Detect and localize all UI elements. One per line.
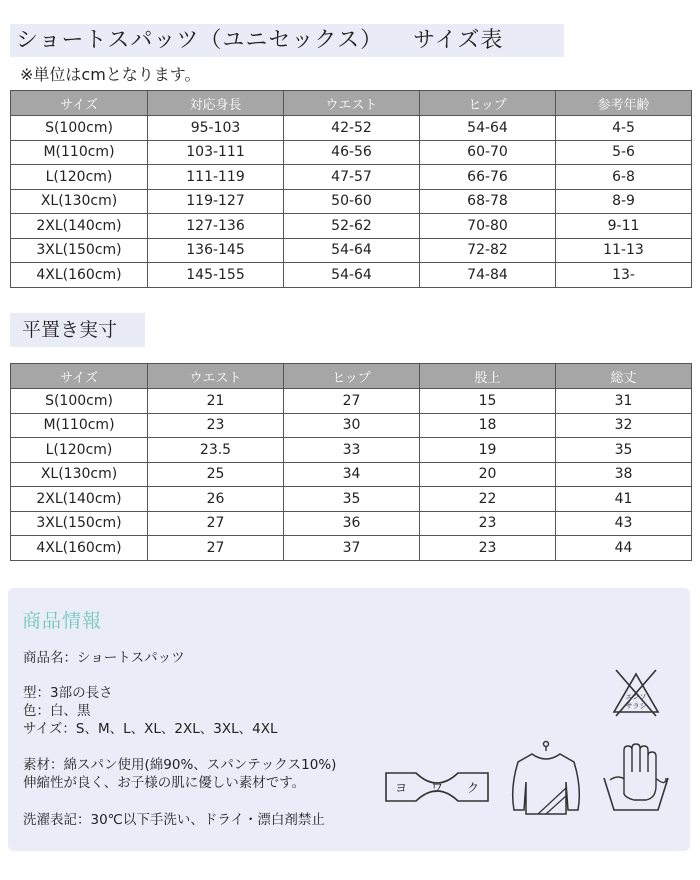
table-row [11,238,692,263]
column-header: ヒップ [284,364,420,389]
table-row [11,263,692,288]
table-cell: 27 [148,536,284,561]
table-cell: 95-103 [148,116,284,141]
product-material-note: 伸縮性が良く、お子様の肌に優しい素材です。 [23,775,306,791]
table-cell: 68-78 [420,189,556,214]
table-cell: 4-5 [556,116,692,141]
table-cell: 20 [420,462,556,487]
column-header: ウエスト [284,91,420,116]
table-cell: M(110cm) [11,140,148,165]
no-bleach-label-1: エンソ [625,693,647,701]
table-cell: 23 [148,413,284,438]
table-cell: 35 [284,487,420,512]
table-row [11,462,692,487]
table-row [11,536,692,561]
table-cell: 3XL(150cm) [11,511,148,536]
table-cell: 52-62 [284,214,420,239]
page-title-product: ショートスパッツ（ユニセックス） [16,28,384,53]
table-cell: 6-8 [556,165,692,190]
table-cell: 23.5 [148,438,284,463]
table-cell: 38 [556,462,692,487]
flat-size-table [10,363,692,561]
flat-measure-title: 平置き実寸 [10,313,145,347]
table-cell: 42-52 [284,116,420,141]
product-color: 色：白、黒 [23,703,91,719]
table-cell: 27 [148,511,284,536]
table-cell: 4XL(160cm) [11,263,148,288]
table-cell: 11-13 [556,238,692,263]
table-row [11,140,692,165]
column-header: ウエスト [148,364,284,389]
table-row [11,511,692,536]
table-cell: XL(130cm) [11,462,148,487]
table-cell: 103-111 [148,140,284,165]
table-cell: 70-80 [420,214,556,239]
table-cell: 50-60 [284,189,420,214]
table-cell: 36 [284,511,420,536]
no-bleach-icon [608,666,664,720]
column-header: ヒップ [420,91,556,116]
table-cell: 22 [420,487,556,512]
page-title [10,24,564,57]
table-row [11,165,692,190]
table-cell: 4XL(160cm) [11,536,148,561]
table-row [11,438,692,463]
product-material: 素材：綿スパン使用(綿90%、スパンテックス10%) [23,757,337,773]
table-cell: 15 [420,389,556,414]
column-header: 股上 [420,364,556,389]
table-row [11,413,692,438]
table-cell: 9-11 [556,214,692,239]
table-cell: 54-64 [420,116,556,141]
product-name: 商品名：ショートスパッツ [23,650,185,666]
column-header: 総丈 [556,364,692,389]
table-cell: 35 [556,438,692,463]
wring-char-3: ク [466,781,480,795]
product-washing: 洗濯表記：30℃以下手洗い、ドライ・漂白剤禁止 [23,812,325,828]
product-sizes: サイズ：S、M、L、XL、2XL、3XL、4XL [23,721,278,737]
table-cell: S(100cm) [11,389,148,414]
table-header-row [11,91,692,116]
product-info-panel [8,588,690,851]
table-cell: 60-70 [420,140,556,165]
table-cell: 3XL(150cm) [11,238,148,263]
table-cell: 127-136 [148,214,284,239]
product-info-title: 商品情報 [22,610,103,632]
table-cell: 33 [284,438,420,463]
table-cell: 31 [556,389,692,414]
table-row [11,389,692,414]
no-bleach-label-2: サラシ [625,702,647,710]
table-cell: 32 [556,413,692,438]
no-wring-icon [383,766,491,808]
page-title-size-chart: サイズ表 [413,28,504,53]
table-cell: 47-57 [284,165,420,190]
table-cell: 8-9 [556,189,692,214]
table-cell: 74-84 [420,263,556,288]
hand-wash-icon [600,738,672,814]
table-cell: 54-64 [284,263,420,288]
table-cell: 27 [284,389,420,414]
table-cell: 44 [556,536,692,561]
table-cell: 13- [556,263,692,288]
table-cell: 25 [148,462,284,487]
column-header: 参考年齢 [556,91,692,116]
table-cell: L(120cm) [11,438,148,463]
body-size-table [10,90,692,288]
table-row [11,116,692,141]
table-cell: 72-82 [420,238,556,263]
table-cell: 54-64 [284,238,420,263]
table-cell: 18 [420,413,556,438]
table-cell: 2XL(140cm) [11,487,148,512]
table-cell: 119-127 [148,189,284,214]
table-row [11,189,692,214]
product-type: 型：3部の長さ [23,685,113,701]
table-cell: 37 [284,536,420,561]
table-cell: 23 [420,511,556,536]
table-cell: M(110cm) [11,413,148,438]
table-cell: XL(130cm) [11,189,148,214]
unit-note: ※単位はcmとなります。 [20,65,201,84]
table-cell: 23 [420,536,556,561]
table-cell: 34 [284,462,420,487]
table-cell: 111-119 [148,165,284,190]
table-row [11,487,692,512]
table-cell: 19 [420,438,556,463]
table-cell: 30 [284,413,420,438]
table-cell: 41 [556,487,692,512]
table-cell: 46-56 [284,140,420,165]
table-cell: 145-155 [148,263,284,288]
column-header: 対応身長 [148,91,284,116]
table-cell: S(100cm) [11,116,148,141]
table-cell: L(120cm) [11,165,148,190]
wring-char-1: ヨ [394,781,408,795]
table-cell: 136-145 [148,238,284,263]
table-cell: 5-6 [556,140,692,165]
table-row [11,214,692,239]
table-cell: 21 [148,389,284,414]
column-header: サイズ [11,91,148,116]
table-header-row [11,364,692,389]
table-cell: 66-76 [420,165,556,190]
wring-char-2: ワ [430,781,444,795]
table-cell: 2XL(140cm) [11,214,148,239]
hang-dry-icon [508,738,584,818]
table-cell: 26 [148,487,284,512]
column-header: サイズ [11,364,148,389]
table-cell: 43 [556,511,692,536]
